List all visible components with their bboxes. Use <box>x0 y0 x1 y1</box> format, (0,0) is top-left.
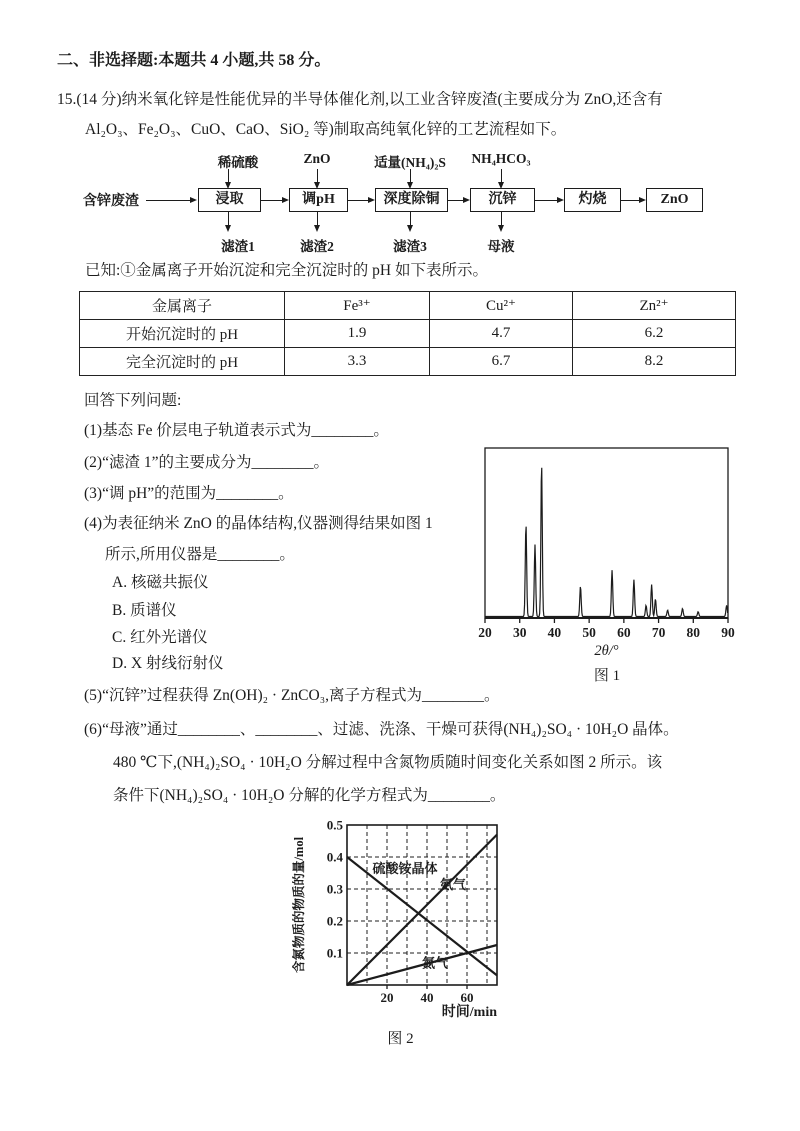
table-row-complete-ph <box>80 348 736 376</box>
arrow-bicarbonate-down <box>501 169 502 182</box>
table-header-ion: 金属离子 <box>80 292 285 320</box>
svg-text:0.3: 0.3 <box>326 881 343 897</box>
arrow-5-6 <box>621 200 639 201</box>
svg-text:0.4: 0.4 <box>326 849 343 865</box>
svg-text:硫酸铵晶体: 硫酸铵晶体 <box>372 861 438 876</box>
svg-text:60: 60 <box>460 990 474 1005</box>
process-flowchart <box>55 148 735 256</box>
table-row-start-ph <box>80 320 736 348</box>
question-3: (3)“调 pH”的范围为________。 <box>84 485 294 502</box>
question-2: (2)“滤渣 1”的主要成分为________。 <box>84 454 329 471</box>
svg-text:90: 90 <box>721 625 735 640</box>
flow-bottom-output-3: 滤渣3 <box>393 239 427 254</box>
arrow-3-4 <box>448 200 463 201</box>
cell-value: 4.7 <box>430 320 573 348</box>
flow-input-label: 含锌废渣 <box>83 194 139 209</box>
svg-text:50: 50 <box>582 625 596 640</box>
cell-value: 8.2 <box>573 348 736 376</box>
flow-top-input-1: 稀硫酸 <box>217 155 259 170</box>
svg-text:0.2: 0.2 <box>326 913 343 929</box>
arrow-acid-down <box>228 169 229 182</box>
svg-text:氨气: 氨气 <box>439 877 467 892</box>
svg-text:60: 60 <box>617 625 631 640</box>
question-4-option-c: C. 红外光谱仪 <box>112 629 208 646</box>
svg-text:时间/min: 时间/min <box>441 1005 497 1020</box>
row-label: 完全沉淀时的 pH <box>80 348 285 376</box>
question-15-intro-line2: Al₂O₃、Fe₂O₃、CuO、CaO、SiO₂ 等)制取高纯氧化锌的工艺流程如下。 <box>85 121 567 138</box>
arrow-residue2-down <box>317 212 318 225</box>
ph-table <box>79 291 736 376</box>
question-6-line2: 480 ℃下,(NH₄)₂SO₄ · 10H₂O 分解过程中含氮物质随时间变化关系如图 2 所示。该 <box>113 754 663 771</box>
svg-text:含氮物质的物质的量/mol: 含氮物质的物质的量/mol <box>292 836 306 974</box>
cell-value: 6.2 <box>573 320 736 348</box>
table-header-row <box>80 292 736 320</box>
figure-2-decomposition-chart <box>288 818 513 1025</box>
figure-2-caption: 图 2 <box>387 1031 414 1047</box>
flow-box-remove-copper: 深度除铜 <box>375 188 448 212</box>
svg-text:20: 20 <box>380 990 394 1005</box>
arrow-2-3 <box>348 200 368 201</box>
xrd-plot <box>475 446 739 658</box>
svg-text:30: 30 <box>512 625 527 640</box>
arrow-ammonium-sulfide-down <box>410 169 411 182</box>
question-4-option-a: A. 核磁共振仪 <box>112 574 209 591</box>
arrow-zno-down <box>317 169 318 182</box>
arrow-residue1-down <box>228 212 229 225</box>
flow-top-input-4: NH₄HCO₃ <box>471 151 531 166</box>
flow-box-calcine: 灼烧 <box>564 188 621 212</box>
flow-bottom-output-1: 滤渣1 <box>221 239 255 254</box>
question-4-option-b: B. 质谱仪 <box>112 602 177 619</box>
svg-text:40: 40 <box>420 990 434 1005</box>
svg-text:0.1: 0.1 <box>326 945 343 961</box>
table-header-fe: Fe³⁺ <box>285 292 430 320</box>
svg-text:40: 40 <box>547 625 562 640</box>
flow-box-leach: 浸取 <box>198 188 261 212</box>
question-4-option-d: D. X 射线衍射仪 <box>112 655 224 672</box>
flow-box-adjust-ph: 调pH <box>289 188 348 212</box>
svg-text:80: 80 <box>686 625 701 640</box>
cell-value: 1.9 <box>285 320 430 348</box>
svg-text:70: 70 <box>651 625 666 640</box>
svg-text:2θ/°: 2θ/° <box>594 643 619 658</box>
question-6-line1: (6)“母液”通过________、________、过滤、洗涤、干燥可获得(NH₄)₂SO₄ · 10H₂O 晶体。 <box>84 721 679 738</box>
arrow-4-5 <box>535 200 557 201</box>
flow-box-product-zno: ZnO <box>646 188 703 212</box>
question-15-intro-line1: 15.(14 分)纳米氧化锌是性能优异的半导体催化剂,以工业含锌废渣(主要成分为 ZnO,还含有 <box>57 91 663 108</box>
arrow-1-2 <box>261 200 282 201</box>
flow-top-input-3: 适量(NH₄)₂S <box>374 155 446 170</box>
table-header-cu: Cu²⁺ <box>430 292 573 320</box>
known-conditions: 已知:①金属离子开始沉淀和完全沉淀时的 pH 如下表所示。 <box>85 262 489 279</box>
table-header-zn: Zn²⁺ <box>573 292 736 320</box>
question-4-line2: 所示,所用仪器是________。 <box>105 546 295 563</box>
decomposition-plot <box>288 818 513 1020</box>
flow-bottom-output-4: 母液 <box>487 239 515 254</box>
section-header: 二、非选择题:本题共 4 小题,共 58 分。 <box>57 52 331 69</box>
question-6-line3: 条件下(NH₄)₂SO₄ · 10H₂O 分解的化学方程式为________。 <box>113 787 506 804</box>
question-5: (5)“沉锌”过程获得 Zn(OH)₂ · ZnCO₃,离子方程式为________。 <box>84 687 500 704</box>
question-4-line1: (4)为表征纳米 ZnO 的晶体结构,仪器测得结果如图 1 <box>84 515 433 532</box>
flow-box-precipitate-zinc: 沉锌 <box>470 188 535 212</box>
figure-1-xrd-chart <box>475 446 739 685</box>
question-1: (1)基态 Fe 价层电子轨道表示式为________。 <box>84 422 389 439</box>
cell-value: 6.7 <box>430 348 573 376</box>
figure-1-caption: 图 1 <box>593 668 621 684</box>
svg-text:20: 20 <box>478 625 492 640</box>
arrow-residue3-down <box>410 212 411 225</box>
flow-bottom-output-2: 滤渣2 <box>300 239 334 254</box>
cell-value: 3.3 <box>285 348 430 376</box>
svg-text:0.5: 0.5 <box>326 818 343 833</box>
flow-top-input-2: ZnO <box>303 151 331 166</box>
arrow-input-to-leach <box>146 200 190 201</box>
row-label: 开始沉淀时的 pH <box>80 320 285 348</box>
arrow-mother-liquor-down <box>501 212 502 225</box>
svg-text:氮气: 氮气 <box>421 955 449 971</box>
answer-intro: 回答下列问题: <box>84 392 182 409</box>
